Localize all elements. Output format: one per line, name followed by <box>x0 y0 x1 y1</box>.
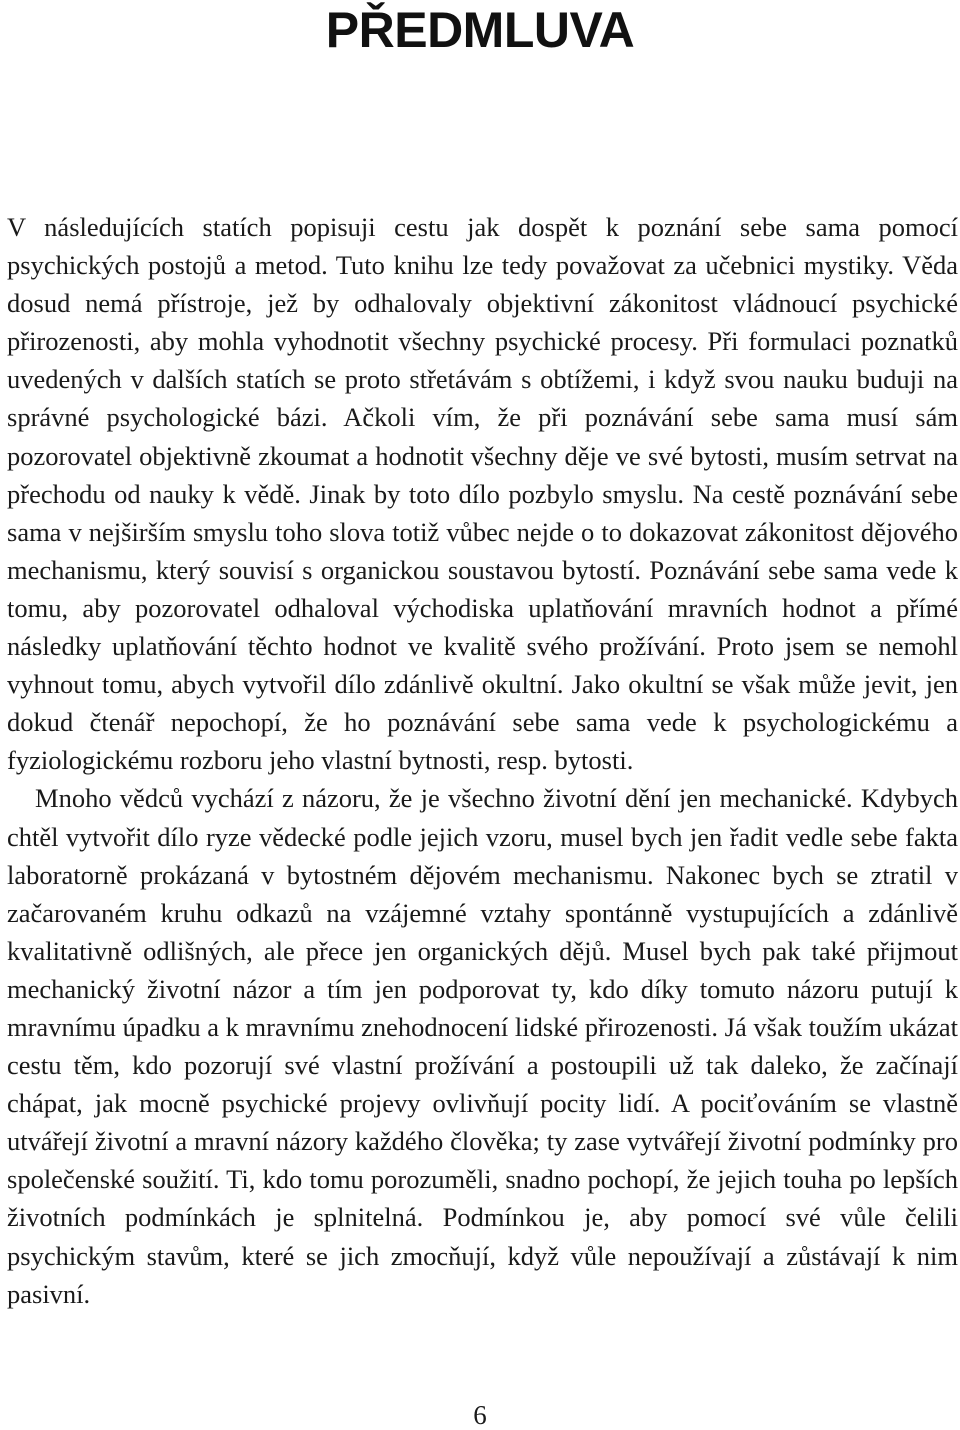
body-text <box>7 208 958 1313</box>
paragraph-1: V následujících statích popisuji cestu jak dospět k poznání sebe sama pomocí psychických postojů a metod. Tuto knihu lze tedy považovat za učebnici mystiky. Věda dosud nemá přístroje, jež by odhalovaly objektivní zákonitost vládnoucí psychické přirozenosti, aby mohla vyhodnotit všechny psychické procesy. Při formulaci poznatků uvedených v dalších statích se proto střetávám s obtížemi, i když svou nauku buduji na správné psychologické bázi. Ačkoli vím, že při poznávání sebe sama musí sám pozorovatel objektivně zkoumat a hodnotit všechny děje ve své bytosti, musím setrvat na přechodu od nauky k vědě. Jinak by toto dílo pozbylo smyslu. Na cestě poznávání sebe sama v nejširším smyslu toho slova totiž vůbec nejde o to dokazovat zákonitost dějového mechanismu, který souvisí s organickou soustavou bytostí. Poznávání sebe sama vede k tomu, aby pozorovatel odhaloval východiska uplatňování mravních hodnot a přímé následky uplatňování těchto hodnot ve kvalitě svého prožívání. Proto jsem se nemohl vyhnout tomu, abych vytvořil dílo zdánlivě okultní. Jako okultní se však může jevit, jen dokud čtenář nepochopí, že ho poznávání sebe sama vede k psychologickému a fyziologickému rozboru jeho vlastní bytnosti, resp. bytosti. <box>7 212 958 776</box>
page-number: 6 <box>473 1400 487 1430</box>
chapter-title: PŘEDMLUVA <box>325 2 635 58</box>
paragraph-2: Mnoho vědců vychází z názoru, že je všechno životní dění jen mechanické. Kdybych chtěl vytvořit dílo ryze vědecké podle jejich vzoru, musel bych jen řadit vedle sebe fakta laboratorně prokázaná v bytostném dějovém mechanismu. Nakonec bych se ztratil v začarovaném kruhu odkazů na vzájemné vztahy spontánně vystupujících a zdánlivě kvalitativně odlišných, ale přece jen organických dějů. Musel bych pak také přijmout mechanický životní názor a tím jen podporovat ty, kdo díky tomuto názoru putují k mravnímu úpadku a k mravnímu znehodnocení lidské přirozenosti. Já však toužím ukázat cestu těm, kdo pozorují své vlastní prožívání a postoupili už tak daleko, že začínají chápat, jak mocně psychické projevy ovlivňují pocity lidí. A pociťováním se vlastně utvářejí životní a mravní názory každého člověka; ty zase vytvářejí životní podmínky pro společenské soužití. Ti, kdo tomu porozuměli, snadno pochopí, že jejich touha po lepších životních podmínkách je splnitelná. Podmínkou je, aby pomocí své vůle čelili psychickým stavům, které se jich zmocňují, když vůle nepoužívají a zůstávají k nim pasivní. <box>7 783 958 1309</box>
